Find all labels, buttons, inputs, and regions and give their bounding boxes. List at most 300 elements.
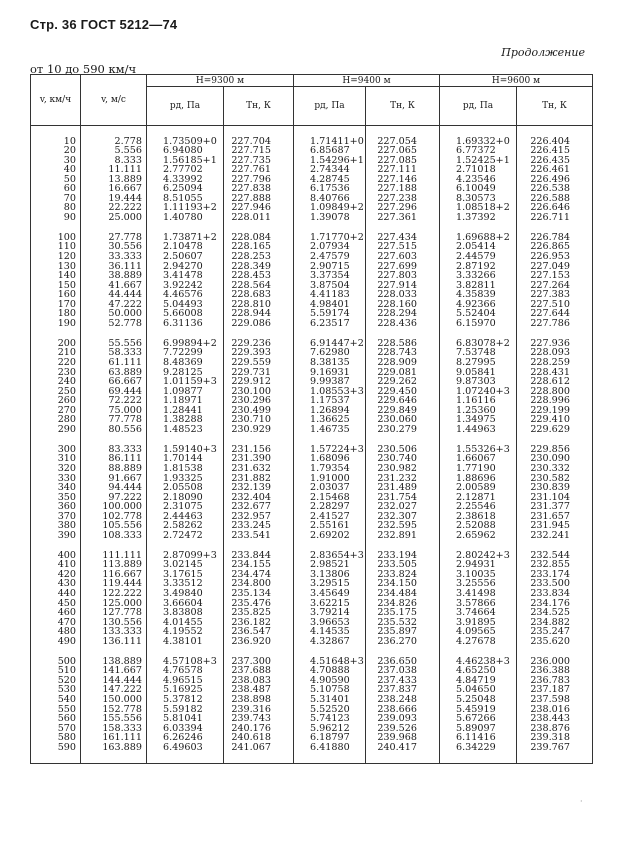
cell-pressure: 9.28125 bbox=[147, 368, 224, 378]
cell-temperature: 231.104 bbox=[517, 493, 593, 503]
cell-v-kmh: 450 bbox=[31, 599, 81, 609]
cell-temperature: 227.735 bbox=[224, 156, 294, 166]
table-row bbox=[31, 743, 593, 753]
cell-temperature: 226.435 bbox=[517, 156, 593, 166]
cell-pressure: 4.65250 bbox=[440, 666, 517, 676]
spacer-cell bbox=[31, 752, 81, 763]
cell-v-ms: 119.444 bbox=[81, 579, 147, 589]
cell-pressure: 6.99894+2 bbox=[147, 339, 224, 349]
cell-pressure: 2.50607 bbox=[147, 252, 224, 262]
cell-v-kmh: 160 bbox=[31, 290, 81, 300]
cell-pressure: 1.25360 bbox=[440, 406, 517, 416]
cell-v-ms: 47.222 bbox=[81, 300, 147, 310]
cell-pressure: 2.77702 bbox=[147, 165, 224, 175]
cell-v-ms: 100.000 bbox=[81, 502, 147, 512]
cell-pressure: 1.79354 bbox=[294, 464, 366, 474]
cell-temperature: 230.332 bbox=[517, 464, 593, 474]
cell-pressure: 5.25048 bbox=[440, 695, 517, 705]
cell-temperature: 230.582 bbox=[517, 474, 593, 484]
cell-temperature: 230.279 bbox=[366, 425, 440, 435]
cell-pressure: 1.57224+3 bbox=[294, 445, 366, 455]
cell-temperature: 230.839 bbox=[517, 483, 593, 493]
cell-v-ms: 80.556 bbox=[81, 425, 147, 435]
spacer-cell bbox=[366, 752, 440, 763]
cell-pressure: 6.49603 bbox=[147, 743, 224, 753]
cell-temperature: 239.316 bbox=[224, 705, 294, 715]
cell-temperature: 229.646 bbox=[366, 396, 440, 406]
cell-pressure: 3.10035 bbox=[440, 570, 517, 580]
cell-pressure: 3.91895 bbox=[440, 618, 517, 628]
cell-pressure: 5.04493 bbox=[147, 300, 224, 310]
cell-v-ms: 22.222 bbox=[81, 203, 147, 213]
cell-temperature: 227.914 bbox=[366, 281, 440, 291]
cell-pressure: 1.59140+3 bbox=[147, 445, 224, 455]
cell-v-kmh: 520 bbox=[31, 676, 81, 686]
cell-v-ms: 16.667 bbox=[81, 184, 147, 194]
cell-v-ms: 36.111 bbox=[81, 262, 147, 272]
cell-temperature: 234.800 bbox=[224, 579, 294, 589]
cell-temperature: 235.476 bbox=[224, 599, 294, 609]
cell-pressure: 1.09849+2 bbox=[294, 203, 366, 213]
cell-temperature: 231.657 bbox=[517, 512, 593, 522]
cell-temperature: 230.100 bbox=[224, 387, 294, 397]
cell-pressure: 2.38618 bbox=[440, 512, 517, 522]
cell-temperature: 232.139 bbox=[224, 483, 294, 493]
cell-pressure: 1.08518+2 bbox=[440, 203, 517, 213]
spacer-cell bbox=[81, 126, 147, 137]
cell-v-kmh: 60 bbox=[31, 184, 81, 194]
cell-temperature: 228.810 bbox=[224, 300, 294, 310]
cell-pressure: 6.25094 bbox=[147, 184, 224, 194]
cell-pressure: 1.07240+3 bbox=[440, 387, 517, 397]
cell-pressure: 3.17615 bbox=[147, 570, 224, 580]
cell-temperature: 230.506 bbox=[366, 445, 440, 455]
cell-temperature: 227.054 bbox=[366, 137, 440, 147]
cell-pressure: 3.25556 bbox=[440, 579, 517, 589]
cell-temperature: 238.083 bbox=[224, 676, 294, 686]
cell-pressure: 5.81041 bbox=[147, 714, 224, 724]
table-row bbox=[31, 637, 593, 647]
cell-temperature: 229.849 bbox=[366, 406, 440, 416]
cell-temperature: 237.038 bbox=[366, 666, 440, 676]
cell-temperature: 227.153 bbox=[517, 271, 593, 281]
cell-temperature: 235.620 bbox=[517, 637, 593, 647]
cell-v-kmh: 280 bbox=[31, 415, 81, 425]
cell-temperature: 238.443 bbox=[517, 714, 593, 724]
cell-temperature: 227.264 bbox=[517, 281, 593, 291]
cell-v-ms: 52.778 bbox=[81, 319, 147, 329]
cell-pressure: 8.48369 bbox=[147, 358, 224, 368]
cell-temperature: 235.247 bbox=[517, 627, 593, 637]
cell-pressure: 4.84719 bbox=[440, 676, 517, 686]
cell-pressure: 1.48523 bbox=[147, 425, 224, 435]
cell-pressure: 2.98521 bbox=[294, 560, 366, 570]
cell-temperature: 226.461 bbox=[517, 165, 593, 175]
cell-pressure: 1.28441 bbox=[147, 406, 224, 416]
cell-temperature: 227.065 bbox=[366, 146, 440, 156]
cell-temperature: 237.688 bbox=[224, 666, 294, 676]
cell-v-ms: 58.333 bbox=[81, 348, 147, 358]
cell-temperature: 228.011 bbox=[224, 213, 294, 223]
cell-v-ms: 63.889 bbox=[81, 368, 147, 378]
cell-pressure: 1.34975 bbox=[440, 415, 517, 425]
cell-pressure: 3.33512 bbox=[147, 579, 224, 589]
cell-temperature: 228.253 bbox=[224, 252, 294, 262]
cell-pressure: 9.87303 bbox=[440, 377, 517, 387]
col-header-temperature: Tн, К bbox=[517, 87, 593, 126]
cell-v-ms: 136.111 bbox=[81, 637, 147, 647]
cell-temperature: 232.957 bbox=[224, 512, 294, 522]
cell-pressure: 4.90590 bbox=[294, 676, 366, 686]
cell-v-ms: 111.111 bbox=[81, 551, 147, 561]
cell-temperature: 232.677 bbox=[224, 502, 294, 512]
cell-pressure: 3.33266 bbox=[440, 271, 517, 281]
cell-temperature: 227.644 bbox=[517, 309, 593, 319]
cell-temperature: 228.453 bbox=[224, 271, 294, 281]
cell-pressure: 1.39078 bbox=[294, 213, 366, 223]
cell-v-kmh: 480 bbox=[31, 627, 81, 637]
cell-pressure: 1.69332+0 bbox=[440, 137, 517, 147]
cell-v-kmh: 260 bbox=[31, 396, 81, 406]
cell-pressure: 3.41498 bbox=[440, 589, 517, 599]
cell-temperature: 228.612 bbox=[517, 377, 593, 387]
cell-temperature: 236.270 bbox=[366, 637, 440, 647]
cell-pressure: 1.36625 bbox=[294, 415, 366, 425]
cell-v-ms: 116.667 bbox=[81, 570, 147, 580]
cell-pressure: 2.44579 bbox=[440, 252, 517, 262]
cell-pressure: 5.66008 bbox=[147, 309, 224, 319]
cell-pressure: 5.52520 bbox=[294, 705, 366, 715]
cell-v-ms: 150.000 bbox=[81, 695, 147, 705]
cell-v-ms: 152.778 bbox=[81, 705, 147, 715]
cell-temperature: 235.897 bbox=[366, 627, 440, 637]
cell-pressure: 3.02145 bbox=[147, 560, 224, 570]
cell-pressure: 5.16925 bbox=[147, 685, 224, 695]
cell-temperature: 228.996 bbox=[517, 396, 593, 406]
cell-temperature: 226.646 bbox=[517, 203, 593, 213]
cell-pressure: 1.37392 bbox=[440, 213, 517, 223]
cell-v-kmh: 90 bbox=[31, 213, 81, 223]
cell-pressure: 1.40780 bbox=[147, 213, 224, 223]
cell-temperature: 228.800 bbox=[517, 387, 593, 397]
cell-v-kmh: 120 bbox=[31, 252, 81, 262]
cell-v-ms: 155.556 bbox=[81, 714, 147, 724]
cell-v-kmh: 130 bbox=[31, 262, 81, 272]
cell-pressure: 3.57866 bbox=[440, 599, 517, 609]
spacer-cell bbox=[440, 752, 517, 763]
cell-temperature: 238.248 bbox=[366, 695, 440, 705]
cell-temperature: 237.837 bbox=[366, 685, 440, 695]
cell-pressure: 1.88696 bbox=[440, 474, 517, 484]
cell-v-kmh: 150 bbox=[31, 281, 81, 291]
cell-v-ms: 72.222 bbox=[81, 396, 147, 406]
cell-temperature: 238.487 bbox=[224, 685, 294, 695]
cell-temperature: 231.232 bbox=[366, 474, 440, 484]
cell-v-kmh: 440 bbox=[31, 589, 81, 599]
cell-pressure: 6.03394 bbox=[147, 724, 224, 734]
table-body bbox=[31, 126, 593, 764]
cell-temperature: 227.761 bbox=[224, 165, 294, 175]
spacer-cell bbox=[517, 126, 593, 137]
cell-temperature: 228.586 bbox=[366, 339, 440, 349]
cell-temperature: 235.532 bbox=[366, 618, 440, 628]
cell-temperature: 230.740 bbox=[366, 454, 440, 464]
cell-v-ms: 102.778 bbox=[81, 512, 147, 522]
cell-temperature: 226.784 bbox=[517, 233, 593, 243]
cell-temperature: 229.393 bbox=[224, 348, 294, 358]
cell-temperature: 238.016 bbox=[517, 705, 593, 715]
col-header-altitude-9600: H=9600 м bbox=[440, 75, 593, 87]
cell-v-kmh: 550 bbox=[31, 705, 81, 715]
cell-temperature: 230.710 bbox=[224, 415, 294, 425]
cell-v-ms: 5.556 bbox=[81, 146, 147, 156]
col-header-temperature: Tн, К bbox=[224, 87, 294, 126]
cell-temperature: 234.525 bbox=[517, 608, 593, 618]
cell-temperature: 239.318 bbox=[517, 733, 593, 743]
cell-temperature: 237.187 bbox=[517, 685, 593, 695]
col-header-v-ms: v, м/с bbox=[81, 75, 147, 126]
cell-temperature: 232.544 bbox=[517, 551, 593, 561]
cell-temperature: 227.111 bbox=[366, 165, 440, 175]
cell-v-kmh: 370 bbox=[31, 512, 81, 522]
cell-temperature: 228.165 bbox=[224, 242, 294, 252]
cell-v-ms: 97.222 bbox=[81, 493, 147, 503]
page-mark: · bbox=[580, 797, 583, 806]
cell-pressure: 6.77372 bbox=[440, 146, 517, 156]
cell-temperature: 234.484 bbox=[366, 589, 440, 599]
cell-temperature: 232.241 bbox=[517, 531, 593, 541]
cell-pressure: 3.29515 bbox=[294, 579, 366, 589]
cell-temperature: 237.433 bbox=[366, 676, 440, 686]
cell-temperature: 236.920 bbox=[224, 637, 294, 647]
cell-pressure: 5.04650 bbox=[440, 685, 517, 695]
cell-pressure: 1.56185+1 bbox=[147, 156, 224, 166]
cell-temperature: 229.629 bbox=[517, 425, 593, 435]
cell-pressure: 4.92366 bbox=[440, 300, 517, 310]
spacer-cell bbox=[147, 126, 224, 137]
cell-temperature: 228.909 bbox=[366, 358, 440, 368]
cell-v-ms: 13.889 bbox=[81, 175, 147, 185]
cell-v-kmh: 430 bbox=[31, 579, 81, 589]
cell-temperature: 240.176 bbox=[224, 724, 294, 734]
cell-temperature: 239.968 bbox=[366, 733, 440, 743]
cell-temperature: 238.898 bbox=[224, 695, 294, 705]
cell-pressure: 4.98401 bbox=[294, 300, 366, 310]
cell-temperature: 227.946 bbox=[224, 203, 294, 213]
cell-v-kmh: 80 bbox=[31, 203, 81, 213]
cell-pressure: 2.94270 bbox=[147, 262, 224, 272]
cell-v-ms: 50.000 bbox=[81, 309, 147, 319]
cell-temperature: 227.603 bbox=[366, 252, 440, 262]
spacer-cell bbox=[147, 752, 224, 763]
cell-v-ms: 2.778 bbox=[81, 137, 147, 147]
cell-temperature: 238.666 bbox=[366, 705, 440, 715]
col-header-pressure: pд, Па bbox=[440, 87, 517, 126]
cell-pressure: 8.51055 bbox=[147, 194, 224, 204]
cell-pressure: 2.83654+3 bbox=[294, 551, 366, 561]
cell-temperature: 228.436 bbox=[366, 319, 440, 329]
cell-temperature: 227.434 bbox=[366, 233, 440, 243]
cell-pressure: 1.55326+3 bbox=[440, 445, 517, 455]
cell-pressure: 4.23546 bbox=[440, 175, 517, 185]
cell-v-kmh: 240 bbox=[31, 377, 81, 387]
cell-pressure: 2.87099+3 bbox=[147, 551, 224, 561]
cell-pressure: 1.93325 bbox=[147, 474, 224, 484]
cell-temperature: 231.882 bbox=[224, 474, 294, 484]
spacer-cell bbox=[517, 752, 593, 763]
spacer-cell bbox=[31, 126, 81, 137]
cell-pressure: 4.46576 bbox=[147, 290, 224, 300]
cell-temperature: 234.176 bbox=[517, 599, 593, 609]
cell-temperature: 232.307 bbox=[366, 512, 440, 522]
cell-v-kmh: 250 bbox=[31, 387, 81, 397]
cell-v-kmh: 220 bbox=[31, 358, 81, 368]
cell-pressure: 1.01159+3 bbox=[147, 377, 224, 387]
cell-v-ms: 75.000 bbox=[81, 406, 147, 416]
cell-temperature: 236.388 bbox=[517, 666, 593, 676]
cell-pressure: 2.58262 bbox=[147, 521, 224, 531]
cell-temperature: 234.826 bbox=[366, 599, 440, 609]
cell-pressure: 5.74123 bbox=[294, 714, 366, 724]
cell-v-kmh: 310 bbox=[31, 454, 81, 464]
cell-temperature: 226.865 bbox=[517, 242, 593, 252]
cell-v-ms: 144.444 bbox=[81, 676, 147, 686]
cell-pressure: 4.38101 bbox=[147, 637, 224, 647]
cell-pressure: 2.12871 bbox=[440, 493, 517, 503]
cell-v-ms: 61.111 bbox=[81, 358, 147, 368]
cell-temperature: 231.945 bbox=[517, 521, 593, 531]
cell-v-ms: 113.889 bbox=[81, 560, 147, 570]
cell-pressure: 4.46238+3 bbox=[440, 657, 517, 667]
cell-temperature: 230.060 bbox=[366, 415, 440, 425]
cell-v-kmh: 300 bbox=[31, 445, 81, 455]
cell-temperature: 228.564 bbox=[224, 281, 294, 291]
cell-temperature: 227.510 bbox=[517, 300, 593, 310]
cell-v-kmh: 170 bbox=[31, 300, 81, 310]
cell-pressure: 2.07934 bbox=[294, 242, 366, 252]
cell-v-ms: 163.889 bbox=[81, 743, 147, 753]
cell-v-kmh: 110 bbox=[31, 242, 81, 252]
cell-pressure: 2.28297 bbox=[294, 502, 366, 512]
cell-temperature: 237.598 bbox=[517, 695, 593, 705]
col-header-temperature: Tн, К bbox=[366, 87, 440, 126]
altitude-data-table bbox=[30, 74, 593, 764]
cell-v-kmh: 390 bbox=[31, 531, 81, 541]
cell-pressure: 3.49840 bbox=[147, 589, 224, 599]
cell-v-kmh: 420 bbox=[31, 570, 81, 580]
cell-pressure: 3.82811 bbox=[440, 281, 517, 291]
cell-temperature: 228.294 bbox=[366, 309, 440, 319]
cell-temperature: 234.474 bbox=[224, 570, 294, 580]
cell-temperature: 229.912 bbox=[224, 377, 294, 387]
cell-pressure: 2.10478 bbox=[147, 242, 224, 252]
cell-pressure: 6.94080 bbox=[147, 146, 224, 156]
cell-pressure: 6.85687 bbox=[294, 146, 366, 156]
cell-v-kmh: 340 bbox=[31, 483, 81, 493]
cell-pressure: 1.09877 bbox=[147, 387, 224, 397]
cell-temperature: 234.155 bbox=[224, 560, 294, 570]
col-header-pressure: pд, Па bbox=[147, 87, 224, 126]
cell-pressure: 1.91000 bbox=[294, 474, 366, 484]
cell-pressure: 8.40766 bbox=[294, 194, 366, 204]
cell-v-ms: 77.778 bbox=[81, 415, 147, 425]
cell-pressure: 4.76578 bbox=[147, 666, 224, 676]
cell-pressure: 5.45919 bbox=[440, 705, 517, 715]
cell-v-kmh: 20 bbox=[31, 146, 81, 156]
cell-temperature: 239.743 bbox=[224, 714, 294, 724]
cell-pressure: 6.41880 bbox=[294, 743, 366, 753]
cell-pressure: 6.18797 bbox=[294, 733, 366, 743]
cell-pressure: 8.27995 bbox=[440, 358, 517, 368]
spacer-cell bbox=[224, 126, 294, 137]
cell-temperature: 241.067 bbox=[224, 743, 294, 753]
cell-pressure: 2.47579 bbox=[294, 252, 366, 262]
cell-pressure: 4.01455 bbox=[147, 618, 224, 628]
cell-v-kmh: 140 bbox=[31, 271, 81, 281]
cell-pressure: 3.79214 bbox=[294, 608, 366, 618]
cell-pressure: 6.34229 bbox=[440, 743, 517, 753]
cell-v-ms: 125.000 bbox=[81, 599, 147, 609]
cell-pressure: 4.19552 bbox=[147, 627, 224, 637]
cell-pressure: 2.00589 bbox=[440, 483, 517, 493]
cell-temperature: 229.081 bbox=[366, 368, 440, 378]
cell-v-ms: 38.889 bbox=[81, 271, 147, 281]
cell-pressure: 2.65962 bbox=[440, 531, 517, 541]
cell-pressure: 2.94931 bbox=[440, 560, 517, 570]
cell-temperature: 235.175 bbox=[366, 608, 440, 618]
cell-pressure: 1.46735 bbox=[294, 425, 366, 435]
cell-pressure: 6.10049 bbox=[440, 184, 517, 194]
cell-temperature: 233.194 bbox=[366, 551, 440, 561]
cell-temperature: 234.150 bbox=[366, 579, 440, 589]
cell-pressure: 3.45649 bbox=[294, 589, 366, 599]
cell-v-ms: 141.667 bbox=[81, 666, 147, 676]
cell-v-kmh: 270 bbox=[31, 406, 81, 416]
cell-temperature: 226.588 bbox=[517, 194, 593, 204]
cell-pressure: 2.87192 bbox=[440, 262, 517, 272]
cell-pressure: 2.80242+3 bbox=[440, 551, 517, 561]
cell-v-ms: 105.556 bbox=[81, 521, 147, 531]
cell-pressure: 1.81538 bbox=[147, 464, 224, 474]
spacer-cell bbox=[81, 752, 147, 763]
cell-temperature: 229.262 bbox=[366, 377, 440, 387]
cell-pressure: 3.41478 bbox=[147, 271, 224, 281]
cell-temperature: 228.160 bbox=[366, 300, 440, 310]
cell-temperature: 227.383 bbox=[517, 290, 593, 300]
cell-pressure: 2.55161 bbox=[294, 521, 366, 531]
cell-temperature: 230.090 bbox=[517, 454, 593, 464]
cell-v-kmh: 490 bbox=[31, 637, 81, 647]
cell-pressure: 1.71770+2 bbox=[294, 233, 366, 243]
cell-pressure: 6.91447+2 bbox=[294, 339, 366, 349]
cell-v-kmh: 200 bbox=[31, 339, 81, 349]
cell-pressure: 4.70888 bbox=[294, 666, 366, 676]
cell-temperature: 229.559 bbox=[224, 358, 294, 368]
cell-v-kmh: 400 bbox=[31, 551, 81, 561]
cell-v-ms: 130.556 bbox=[81, 618, 147, 628]
cell-pressure: 4.28745 bbox=[294, 175, 366, 185]
cell-pressure: 2.03037 bbox=[294, 483, 366, 493]
cell-pressure: 1.68096 bbox=[294, 454, 366, 464]
cell-v-kmh: 470 bbox=[31, 618, 81, 628]
cell-v-kmh: 360 bbox=[31, 502, 81, 512]
col-header-pressure: pд, Па bbox=[294, 87, 366, 126]
cell-v-ms: 19.444 bbox=[81, 194, 147, 204]
continuation-label: Продолжение bbox=[501, 46, 585, 59]
cell-temperature: 227.704 bbox=[224, 137, 294, 147]
cell-temperature: 228.683 bbox=[224, 290, 294, 300]
cell-temperature: 230.499 bbox=[224, 406, 294, 416]
